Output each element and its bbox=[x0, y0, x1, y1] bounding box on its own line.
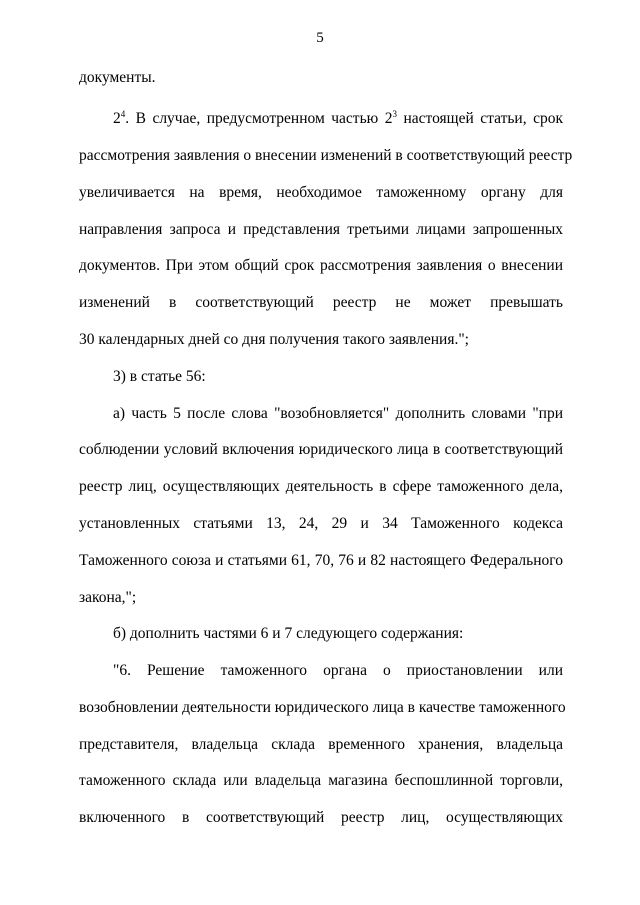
text-line: 30 календарных дней со дня получения такого заявления."; bbox=[79, 331, 469, 348]
text-line: документы. bbox=[79, 69, 156, 86]
paragraph-number: $2^4$. В случае, предусмотренном частью $2^3$ настоящей статьи, срок bbox=[113, 109, 563, 127]
text-line: закона,"; bbox=[79, 589, 137, 606]
text-line: таможенного склада или владельца магазина беспошлинной торговли, bbox=[79, 772, 563, 789]
text-line: изменений в соответствующий реестр не может превышать bbox=[79, 294, 563, 311]
text-line: б) дополнить частями 6 и 7 следующего содержания: bbox=[113, 625, 464, 642]
page-number: 5 bbox=[316, 30, 324, 46]
text-line: рассмотрения заявления о внесении изменений в соответствующий реестр bbox=[79, 147, 573, 164]
text-line: документов. При этом общий срок рассмотрения заявления о внесении bbox=[79, 257, 563, 274]
text-line: направления запроса и представления третьими лицами запрошенных bbox=[79, 221, 563, 238]
text-line: включенного в соответствующий реестр лиц, осуществляющих bbox=[79, 809, 563, 826]
text-line: установленных статьями 13, 24, 29 и 34 Таможенного кодекса bbox=[79, 515, 563, 532]
text-line: а) часть 5 после слова "возобновляется" дополнить словами "при bbox=[113, 405, 563, 422]
text-line: 3) в статье 56: bbox=[113, 368, 206, 385]
text-line: реестр лиц, осуществляющих деятельность в сфере таможенного дела, bbox=[79, 478, 563, 495]
text-line: "6. Решение таможенного органа о приостановлении или bbox=[113, 662, 563, 679]
text-line: увеличивается на время, необходимое таможенному органу для bbox=[79, 184, 563, 201]
text-line: возобновлении деятельности юридического лица в качестве таможенного bbox=[79, 699, 566, 716]
text-line: представителя, владельца склада временного хранения, владельца bbox=[79, 736, 563, 753]
text-line: Таможенного союза и статьями 61, 70, 76 и 82 настоящего Федерального bbox=[79, 552, 563, 569]
text-line: соблюдении условий включения юридического лица в соответствующий bbox=[79, 441, 563, 458]
paragraph-2-4-line bbox=[79, 109, 563, 129]
